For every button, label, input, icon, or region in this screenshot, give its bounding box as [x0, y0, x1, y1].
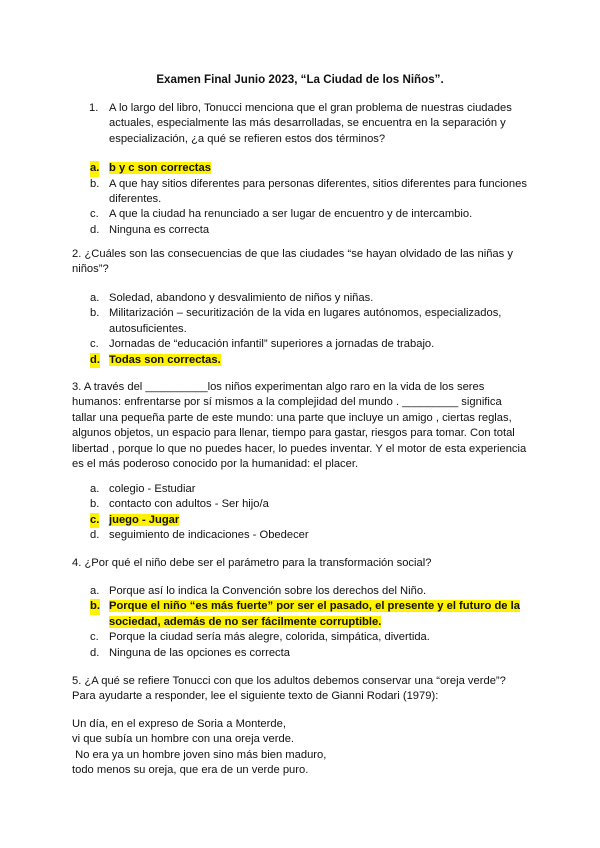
option-1b: b. A que hay sitios diferentes para personas diferentes, sitios diferentes para funciones diferentes.	[90, 177, 527, 206]
question-4-text: 4. ¿Por qué el niño debe ser el parámetro para la transformación social?	[72, 557, 432, 569]
option-2c: c. Jornadas de “educación infantil” superiores a jornadas de trabajo.	[90, 338, 435, 351]
option-2a: a. Soledad, abandono y desvalimiento de niños y niñas.	[90, 292, 374, 304]
question-2-text: 2. ¿Cuáles son las consecuencias de que las ciudades “se hayan olvidado de las niñas y niños”?	[72, 248, 513, 276]
question-1-number: 1.	[89, 102, 99, 114]
option-1c: c. A que la ciudad ha renunciado a ser lugar de encuentro y de intercambio.	[90, 208, 473, 221]
question-5-text: 5. ¿A qué se refiere Tonucci con que los adultos debemos conservar una “oreja verde”? Para ayudarte a responder, lee el siguiente texto de Gianni Rodari (1979):	[72, 675, 506, 703]
question-1	[72, 101, 527, 238]
poem	[72, 717, 527, 779]
option-4b: b. Porque el niño “es más fuerte” por ser el pasado, el presente y el futuro de la sociedad, además de no ser fácilmente corruptible.	[90, 600, 520, 628]
question-2-options	[72, 291, 527, 368]
option-2d: d. Todas son correctas.	[72, 353, 527, 368]
option-1a: a. b y c son correctas	[72, 161, 527, 176]
option-3a: a. colegio - Estudiar	[90, 483, 196, 495]
question-1-options	[72, 161, 527, 238]
question-1-text: A lo largo del libro, Tonucci menciona que el gran problema de nuestras ciudades actuales, especialmente las más desarrolladas, se encuentra en la separación y especialización, ¿a qué se refieren estos dos términos?	[109, 102, 512, 145]
option-2b: b. Militarización – securitización de la vida en lugares autónomos, especializados, autosuficientes.	[90, 307, 502, 335]
poem-line: vi que subía un hombre con una oreja verde.	[72, 733, 295, 746]
option-3c: c. juego - Jugar	[72, 513, 527, 528]
exam-title: Examen Final Junio 2023, “La Ciudad de los Niños”.	[156, 73, 444, 86]
option-3d: d. seguimiento de indicaciones - Obedecer	[90, 529, 309, 542]
option-1d: d. Ninguna es correcta	[90, 223, 210, 236]
question-3-options	[72, 482, 527, 544]
option-3b: b. contacto con adultos - Ser hijo/a	[90, 498, 269, 511]
option-4d: d. Ninguna de las opciones es correcta	[90, 646, 290, 659]
option-4c: c. Porque la ciudad sería más alegre, colorida, simpática, divertida.	[90, 631, 430, 644]
poem-line: todo menos su oreja, que era de un verde puro.	[72, 764, 309, 777]
question-4-options	[72, 584, 527, 661]
question-3-text: 3. A través del __________los niños experimentan algo raro en la vida de los seres humanos: enfrentarse por sí mismos a la complejidad del mundo . _________ significa tallar una pequeña parte de este mundo: una parte que incluye un amigo , ciertas reglas, algunos objetos, un espacio para llenar, tiempo para gastar, riesgos para tomar. Con total libertad , porque lo que no puedes hacer, lo puedes inventar. Y el motor de esta experiencia es el más poderoso conocido por la humanidad: el placer.	[72, 381, 527, 471]
poem-line: No era ya un hombre joven sino más bien maduro,	[72, 748, 327, 761]
option-4a: a. Porque así lo indica la Convención sobre los derechos del Niño.	[90, 585, 427, 597]
poem-line: Un día, en el expreso de Soria a Monterde,	[72, 718, 286, 730]
